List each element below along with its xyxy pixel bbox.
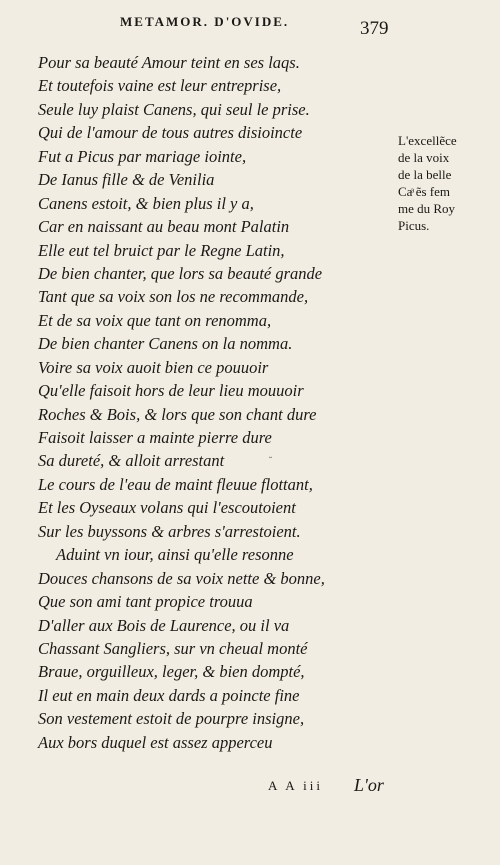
verse-line: Qu'elle faisoit hors de leur lieu mouuoir (38, 381, 304, 401)
margin-note-line: de la belle (398, 167, 452, 182)
verse-line: Aduint vn iour, ainsi qu'elle resonne (56, 545, 294, 565)
verse-line: Et les Oyseaux volans qui l'escoutoient (38, 498, 296, 518)
margin-note (398, 132, 498, 234)
margin-note-line: Picus. (398, 218, 430, 233)
running-title: METAMOR. D'OVIDE. (120, 14, 290, 29)
verse-line: Sa dureté, & alloit arrestant (38, 451, 225, 471)
verse-line: Car en naissant au beau mont Palatin (38, 217, 290, 237)
verse-line: Elle eut tel bruict par le Regne Latin, (38, 240, 285, 260)
signature-mark: A A iii (268, 778, 323, 793)
verse-line: Il eut en main deux dards a poincte fine (38, 685, 300, 705)
verse-line: De bien chanter, que lors sa beauté grande (38, 263, 323, 283)
verse-line: Douces chansons de sa voix nette & bonne, (38, 568, 325, 588)
verse-line: Voire sa voix auoit bien ce pouuoir (38, 357, 269, 377)
verse-line: Sur les buyssons & arbres s'arrestoient. (38, 521, 301, 541)
verse-line: D'aller aux Bois de Laurence, ou il va (38, 615, 290, 635)
verse-line: Et toutefois vaine est leur entreprise, (38, 76, 282, 96)
verse-line: Faisoit laisser a mainte pierre dure (38, 428, 272, 447)
verse-line: Et de sa voix que tant on renomma, (38, 310, 272, 330)
verse-line: Seule luy plaist Canens, qui seul le prise. (38, 99, 310, 119)
verse-line: Pour sa beauté Amour teint en ses laqs. (38, 53, 300, 72)
margin-note-line: Caͣ ẽs fem (398, 184, 450, 199)
verse-line: Chassant Sangliers, sur vn cheual monté (38, 638, 308, 658)
margin-note-line: me du Roy (398, 201, 456, 216)
verse-line: Fut a Picus par mariage iointe, (38, 146, 247, 166)
verse-line: De bien chanter Canens on la nomma. (38, 334, 293, 354)
verse-line: Tant que sa voix son los ne recommande, (38, 287, 309, 307)
page-number: 379 (360, 18, 389, 39)
catchword: L'or (354, 775, 384, 795)
verse-line: Braue, orguilleux, leger, & bien dompté, (38, 662, 305, 682)
verse-line: Aux bors duquel est assez apperceu (38, 732, 273, 752)
verse-line: Canens estoit, & bien plus il y a, (38, 193, 254, 213)
verse-line: Son vestement estoit de pourpre insigne, (38, 709, 305, 729)
verse-line: De Ianus fille & de Venilia (38, 170, 215, 190)
margin-note-line: de la voix (398, 150, 450, 165)
margin-note-line: L'excellẽce (398, 133, 457, 148)
verse-line: Le cours de l'eau de maint fleuue flottant, (38, 474, 313, 494)
verse-block (38, 51, 368, 754)
printer-mark: ˘ (268, 457, 273, 468)
verse-line: Qui de l'amour de tous autres disioincte (38, 123, 303, 143)
verse-line: Que son ami tant propice trouua (38, 592, 253, 612)
verse-line: Roches & Bois, & lors que son chant dure (38, 404, 317, 424)
